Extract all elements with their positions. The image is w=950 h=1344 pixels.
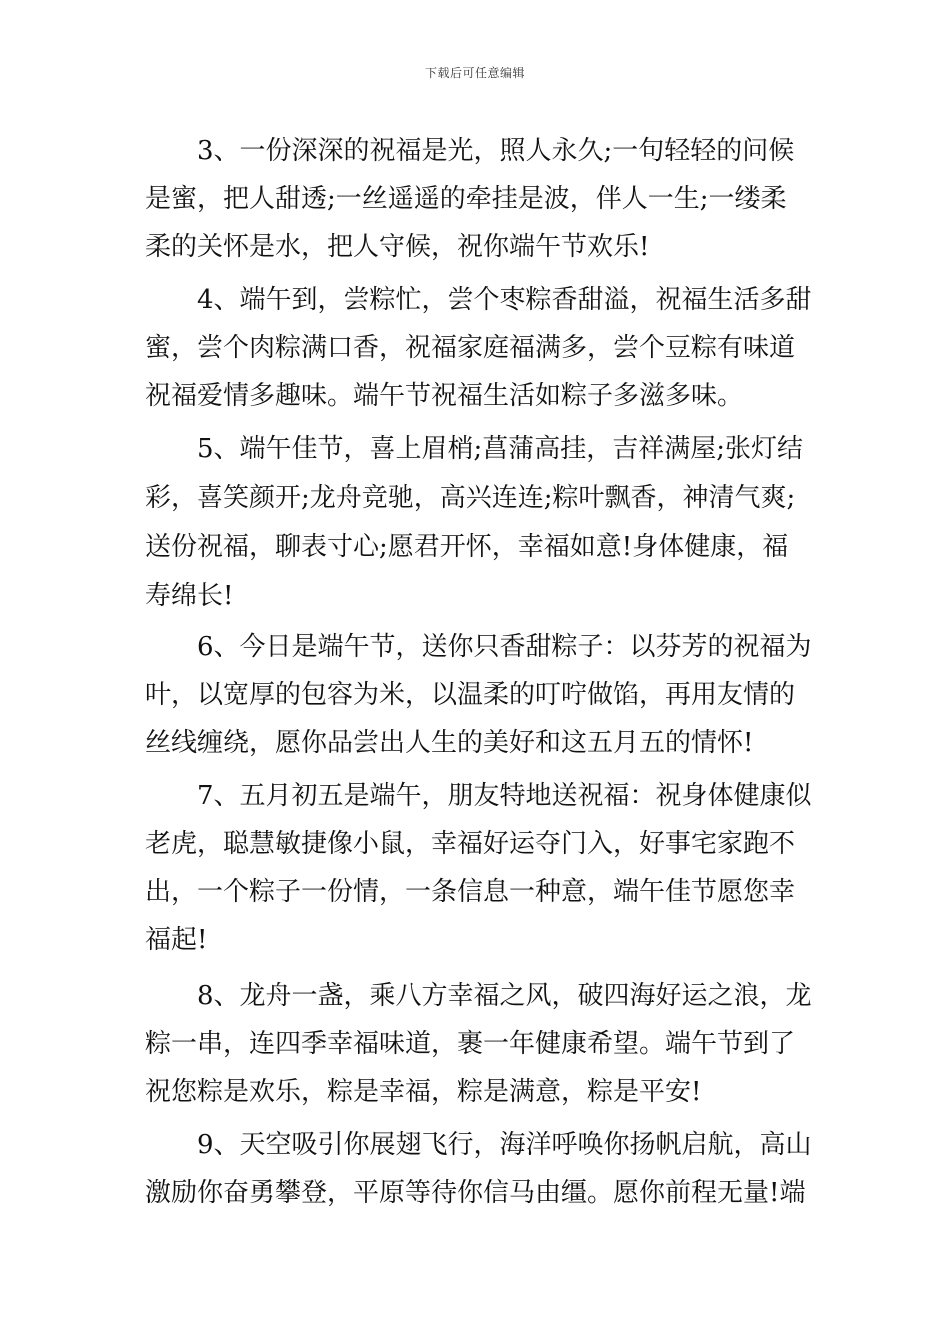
paragraph-5-line-3: 送份祝福，聊表寸心;愿君开怀，幸福如意!身体健康，福 [145, 532, 789, 562]
paragraph-5-line-1: 5、端午佳节，喜上眉梢;菖蒲高挂，吉祥满屋;张灯结 [197, 434, 804, 464]
paragraph-8-line-3: 祝您粽是欢乐，粽是幸福，粽是满意，粽是平安! [145, 1077, 702, 1107]
paragraph-9-line-1: 9、天空吸引你展翅飞行，海洋呼唤你扬帆启航，高山 [197, 1130, 812, 1160]
paragraph-5-line-2: 彩，喜笑颜开;龙舟竞驰，高兴连连;粽叶飘香，神清气爽; [145, 483, 796, 513]
paragraph-3-line-3: 柔的关怀是水，把人守候，祝你端午节欢乐! [145, 232, 650, 262]
paragraph-5-line-4: 寿绵长! [145, 581, 234, 611]
paragraph-8-line-2: 粽一串，连四季幸福味道，裹一年健康希望。端午节到了 [145, 1029, 796, 1059]
paragraph-6-line-2: 叶，以宽厚的包容为米，以温柔的叮咛做馅，再用友情的 [145, 680, 796, 710]
paragraph-4-line-3: 祝福爱情多趣味。端午节祝福生活如粽子多滋多味。 [145, 381, 744, 411]
paragraph-4-line-2: 蜜，尝个肉粽满口香，祝福家庭福满多，尝个豆粽有味道 [145, 333, 796, 363]
paragraph-6-line-3: 丝线缠绕，愿你品尝出人生的美好和这五月五的情怀! [145, 728, 754, 758]
paragraph-3-line-2: 是蜜，把人甜透;一丝遥遥的牵挂是波，伴人一生;一缕柔 [145, 184, 787, 214]
paragraph-7-line-2: 老虎，聪慧敏捷像小鼠，幸福好运夺门入，好事宅家跑不 [145, 829, 796, 859]
paragraph-8-line-1: 8、龙舟一盏，乘八方幸福之风，破四海好运之浪，龙 [197, 981, 812, 1011]
paragraph-7-line-3: 出，一个粽子一份情，一条信息一种意，端午佳节愿您幸 [145, 877, 796, 907]
paragraph-3-line-1: 3、一份深深的祝福是光，照人永久;一句轻轻的问候 [197, 136, 795, 166]
paragraph-9-line-2: 激励你奋勇攀登，平原等待你信马由缰。愿你前程无量!端 [145, 1178, 806, 1208]
paragraph-4-line-1: 4、端午到，尝粽忙，尝个枣粽香甜溢，祝福生活多甜 [197, 285, 812, 315]
page-header: 下载后可任意编辑 [424, 66, 525, 80]
paragraph-7-line-4: 福起! [145, 925, 208, 955]
paragraph-6-line-1: 6、今日是端午节，送你只香甜粽子：以芬芳的祝福为 [197, 632, 812, 662]
paragraph-7-line-1: 7、五月初五是端午，朋友特地送祝福：祝身体健康似 [197, 781, 812, 811]
